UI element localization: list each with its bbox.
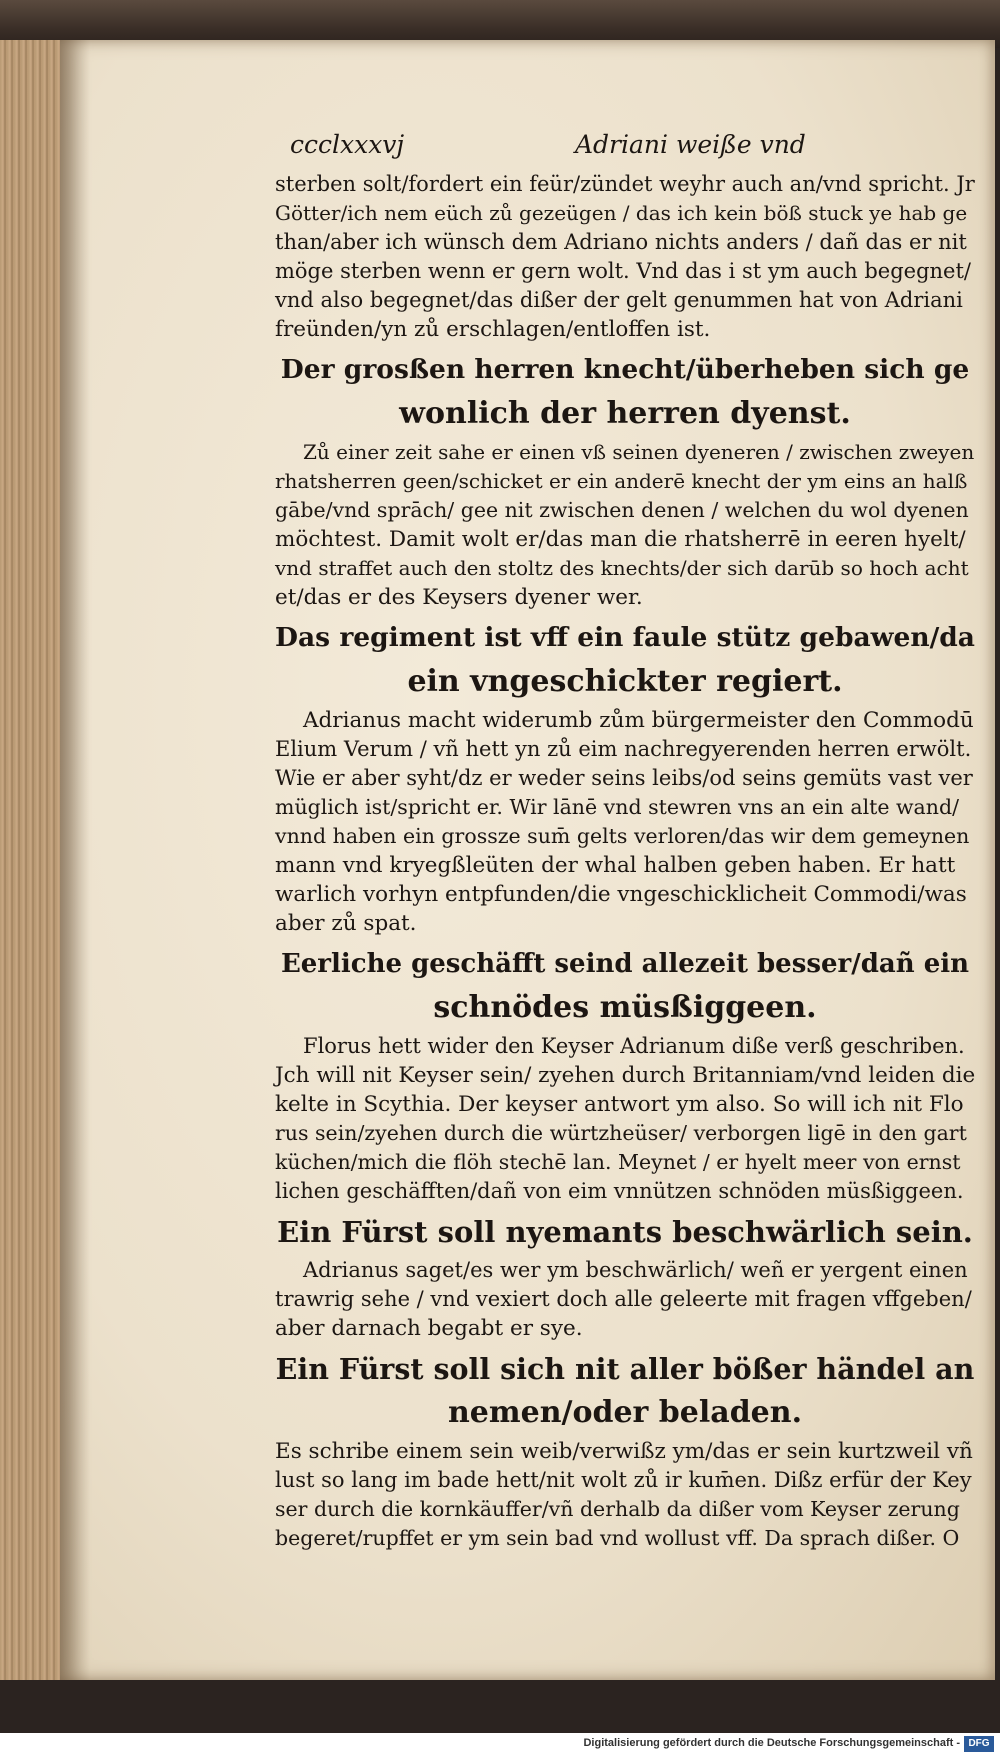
section-heading xyxy=(275,1210,975,1254)
section-heading xyxy=(275,1347,975,1435)
heading-line: Das regiment ist vff ein faule stütz gebawen/da xyxy=(275,622,975,653)
text-line: warlich vorhyn entpfunden/die vngeschicklicheit Commodi/was xyxy=(275,882,967,907)
text-line: Adrianus macht widerumb zům bürgermeister den Commodū xyxy=(303,708,974,733)
text-line: müglich ist/spricht er. Wir lānē vnd stewren vns an ein alte wand/ xyxy=(275,795,960,819)
footer-bar xyxy=(0,1733,1000,1757)
text-line: vnnd haben ein grossze sum̄ gelts verloren/das wir dem gemeynen xyxy=(275,824,970,848)
text-line: Wie er aber syht/dz er weder seins leibs/od seins gemüts vast ver xyxy=(275,766,973,790)
heading-line: Der grosßen herren knecht/überheben sich ge xyxy=(280,354,970,385)
text-line: freünden/yn zů erschlagen/entloffen ist. xyxy=(275,317,711,342)
text-line: Elium Verum / vñ hett yn zů eim nachregyerenden herren erwölt. xyxy=(275,737,972,761)
text-line: Zů einer zeit sahe er einen vß seinen dyeneren / zwischen zweyen xyxy=(303,440,975,464)
paragraph xyxy=(275,438,975,612)
text-line: Florus hett wider den Keyser Adrianum diße verß geschriben. xyxy=(303,1034,965,1058)
paragraph xyxy=(275,1256,975,1343)
paragraph xyxy=(275,706,975,938)
paragraph xyxy=(275,170,975,344)
heading-line: nemen/oder beladen. xyxy=(447,1395,803,1430)
paragraph xyxy=(275,1032,975,1206)
running-head xyxy=(275,130,975,170)
heading-line: ein vngeschickter regiert. xyxy=(407,664,843,699)
text-line: möge sterben wenn er gern wolt. Vnd das i st ym auch begegnet/ xyxy=(275,259,971,283)
text-line: aber zů spat. xyxy=(275,911,417,936)
text-line: aber darnach begabt er sye. xyxy=(275,1316,583,1341)
footer-credit: Digitalisierung gefördert durch die Deutsche Forschungsgemeinschaft - xyxy=(583,1737,960,1749)
text-line: sterben solt/fordert ein feür/zündet weyhr auch an/vnd spricht. Jr xyxy=(275,172,975,196)
text-line: Götter/ich nem eüch zů gezeügen / das ich kein böß stuck ye hab ge xyxy=(275,201,968,225)
heading-line: Eerliche geschäfft seind allezeit besser/dañ ein xyxy=(280,949,970,979)
text-line: vnd straffet auch den stoltz des knechts/der sich darūb so hoch acht xyxy=(275,556,969,580)
heading-line: Ein Fürst soll sich nit aller bößer händel an xyxy=(275,1352,975,1386)
gutter-shadow xyxy=(60,40,90,1680)
text-line: et/das er des Keysers dyener wer. xyxy=(275,585,643,610)
text-line: gābe/vnd sprāch/ gee nit zwischen denen / welchen du wol dyenen xyxy=(275,498,969,522)
heading-line: Ein Fürst soll nyemants beschwärlich sein. xyxy=(277,1215,973,1249)
text-line: Es schribe einem sein weib/verwißz ym/das er sein kurtzweil vñ xyxy=(275,1439,973,1464)
heading-line: schnödes müsßiggeen. xyxy=(433,990,817,1025)
folio-number: ccclxxxvj xyxy=(290,130,405,159)
text-line: mann vnd kryegßleüten der whal halben geben haben. Er hatt xyxy=(275,853,956,878)
section-heading xyxy=(275,616,975,704)
dfg-logo: DFG xyxy=(964,1736,994,1752)
text-line: than/aber ich wünsch dem Adriano nichts anders / dañ das er nit xyxy=(275,230,967,254)
text-line: Adrianus saget/es wer ym beschwärlich/ weñ er yergent einen xyxy=(303,1258,968,1282)
heading-line: wonlich der herren dyenst. xyxy=(399,396,851,431)
running-head-title: Adriani weiße vnd xyxy=(575,130,806,159)
text-line: küchen/mich die flöh stechē lan. Meynet / er hyelt meer von ernst xyxy=(275,1150,961,1174)
section-heading xyxy=(275,942,975,1030)
paragraph xyxy=(275,1437,975,1553)
section-heading xyxy=(275,348,975,436)
text-blocks xyxy=(275,170,975,1553)
text-line: kelte in Scythia. Der keyser antwort ym also. So will ich nit Flo xyxy=(275,1092,964,1117)
text-line: begeret/rupffet er ym sein bad vnd wollust vff. Da sprach dißer. O xyxy=(275,1526,960,1550)
book-page-edges xyxy=(0,40,64,1680)
text-line: lichen geschäfften/dañ von eim vnnützen schnöden müsßiggeen. xyxy=(275,1179,964,1203)
text-line: möchtest. Damit wolt er/das man die rhatsherrē in eeren hyelt/ xyxy=(275,527,966,552)
text-line: vnd also begegnet/das dißer der gelt genummen hat von Adriani xyxy=(275,288,963,312)
text-line: Jch will nit Keyser sein/ zyehen durch Britanniam/vnd leiden die xyxy=(275,1063,976,1088)
text-line: lust so lang im bade hett/nit wolt zů ir kum̄en. Dißz erfür der Key xyxy=(275,1468,972,1492)
page-content xyxy=(275,130,975,1555)
text-line: trawrig sehe / vnd vexiert doch alle geleerte mit fragen vffgeben/ xyxy=(275,1287,972,1311)
text-line: rus sein/zyehen durch die würtzheüser/ verborgen ligē in den gart xyxy=(275,1121,967,1145)
text-line: rhatsherren geen/schicket er ein anderē knecht der ym eins an halß xyxy=(275,469,968,493)
text-line: ser durch die kornkäuffer/vñ derhalb da dißer vom Keyser zerung xyxy=(275,1497,960,1521)
